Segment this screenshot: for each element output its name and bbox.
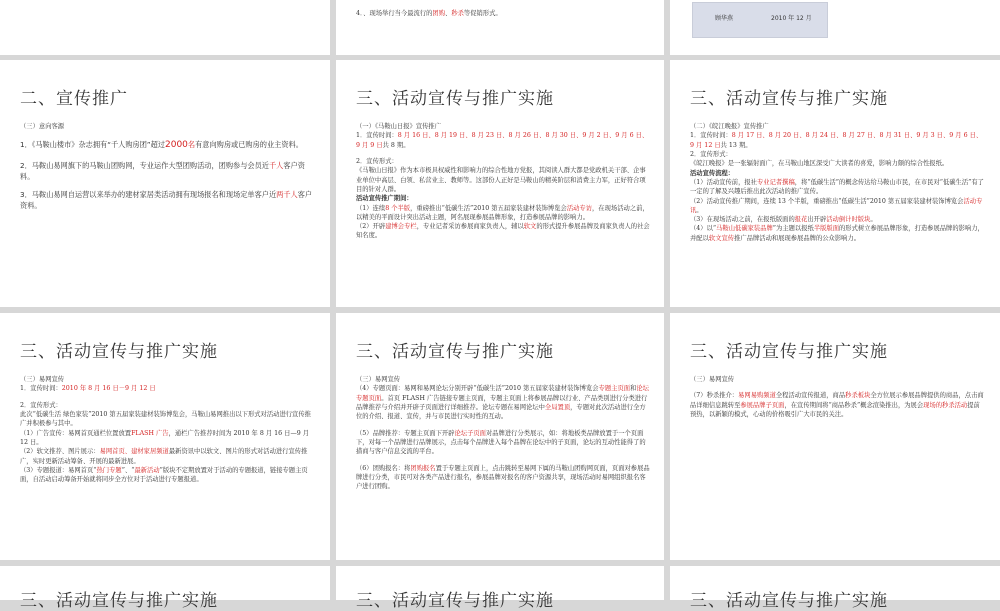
table-cell-left: 顾华燕 [715,15,734,22]
mini-table [692,2,828,38]
r: 现场的秒杀活动 [923,401,968,409]
label: 共 8 期。 [382,141,410,149]
r: 全局置顶 [544,403,571,411]
slide-d [0,313,330,560]
slide-title: 三、活动宣传与推广实施 [690,591,888,611]
t: ”为主题以报纸 [772,225,814,233]
slide-f [670,313,1000,560]
item-text: 2．马鞍山易网旗下的马鞍山团购网，专业运作大型团购活动，团购参与会员近 [20,160,269,170]
t: 。 [696,206,703,214]
list-item [20,160,316,182]
r: 热门专题 [96,466,122,474]
slide-bottom-left [0,566,330,611]
form-label: 2．宣传形式： [20,401,62,409]
slide-title: 三、活动宣传与推广实施 [356,342,554,362]
slide-body [690,375,986,419]
t: （3）专题报道：易网首页“ [20,466,97,474]
t: （4）专题页面：易网和易网论坛分别开辟“低碳生活”2010 第五届家装建材装饰博览会 [356,385,599,393]
r: 建博会专栏 [385,223,417,231]
form-text: 《皖江晚报》是一张辐射面广，在马鞍山地区深受广大读者的喜爱，影响力颇的综合性报纸。 [690,160,949,168]
r: 专业记者撰稿 [756,178,795,186]
section-heading: （三）意向客源 [20,123,65,130]
line-text: 等促销形式。 [463,10,502,17]
slide-e [336,313,664,560]
t: （4）以“ [690,225,717,233]
section-heading: （一）《马鞍山日报》宣传推广 [356,123,442,130]
stage-item [690,224,986,243]
t: 。首页 FLASH 广告链接专题主页面，专题主页面上将参展品牌以行业、产品类别进行分类进行品牌推荐与介绍并开辟子页面进行详细推荐。论坛专题在易网论坛中 [356,394,648,411]
t: 置于专题主页面上，点击跳转至易网下属的马鞍山团购网页面，页面对参展品牌进行分类，市民可对各类产品进行报名，参展品牌对报名的客户资源共享，现场活动时易网组织报名客户进行团购。 [356,464,650,491]
t: （2）开辟 [356,223,386,231]
r: 团购报名 [410,464,436,472]
r: 易网首页、建材家居频道 [99,448,169,456]
slide-c [670,60,1000,307]
slide-title: 三、活动宣传与推广实施 [356,89,554,109]
t: ，重磅推出“低碳生活”2010 第五届家装建材装饰博览会 [410,204,567,212]
t: （7）秒杀推介： [690,392,739,400]
time-line [20,384,316,393]
line-red: 秒杀 [451,10,464,17]
list-item [20,189,316,211]
form-label: 2．宣传形式： [356,157,398,165]
r: 8 个半版 [385,204,411,212]
r: 活动专讯 [690,197,983,214]
top-middle-line [356,8,502,17]
slide-a [0,60,330,307]
t: ，将“低碳生活”的概念传达给马鞍山市民，在市民对“低碳生活”有了一定的了解及兴趣后推出此次活动的推广宣传。 [690,178,984,196]
slide-top-middle [336,0,664,55]
section-heading: （三）易网宣传 [356,376,401,383]
item-text: 客户资料。 [20,160,305,181]
r: 马鞍山低碳家装品牌 [716,225,773,233]
t: 提前预热，以新颖的模式，心动的价格吸引广大市民的关注。 [690,401,980,418]
r: 专题主页面 [598,385,631,393]
label: 1．宣传时间： [356,132,398,140]
table-cell-right: 2010 年 12 月 [771,15,812,22]
r: 活动专访 [566,204,592,212]
t: 出开辟 [807,216,827,224]
slide-body [356,122,650,241]
t: ，在现场活动之前，以精美的平面设计突出活动主题，阿名展现参展品牌形象，打造参展品牌的影响力。 [356,204,649,221]
paragraph [356,384,650,421]
slide-top-right [670,0,1000,55]
item-text: 3．马鞍山易网自运营以来举办的建材家居类活动拥有现场报名和现场定单客户近 [20,190,277,199]
time-red: 8 月 16 日、8 月 19 日、8 月 23 日、8 月 26 日、8 月 30 日、9 月 2 日、9 月 6 日、9 月 9 日 [356,132,649,149]
stage-label: 活动宣传流程： [690,169,735,177]
t: （5）品牌推荐：专题主页面下开辟 [356,429,455,437]
slide-title: 三、活动宣传与推广实施 [356,591,554,611]
t: （2）活动宣传推广期间，连续 13 个半版，重磅推出“低碳生活”2010 第五届家装建材装饰博览会 [690,197,964,205]
r: FLASH 广告 [131,429,169,437]
slide-title: 三、活动宣传与推广实施 [20,342,218,362]
list-item [20,139,316,153]
time-line [690,131,986,150]
slide-title: 三、活动宣传与推广实施 [690,342,888,362]
slide-bottom-middle [336,566,664,611]
time-red: 8 月 17 日、8 月 20 日、8 月 24 日、8 月 27 日、8 月 31 日、9 月 3 日、9 月 6 日、9 月 12 日 [690,132,983,149]
t: ”、“ [121,466,135,474]
r: 活动倒计时版块 [826,216,871,224]
section-heading: （三）易网宣传 [20,376,65,383]
slide-title: 三、活动宣传与推广实施 [690,89,888,109]
stage-item [356,204,650,223]
stage-item [356,222,650,241]
time-red: 2010 年 8 月 16 日－9 月 12 日 [61,385,156,393]
r: 易网易购频道 [738,392,776,400]
r: 论坛子页面 [454,429,486,437]
line-text: 4．、现场举行当今最流行的 [356,10,433,17]
r: 秒杀板块 [845,392,871,400]
t: ，通栏广告推荐时间为 2010 年 8 月 16 日—9 月 12 日。 [20,429,310,446]
t: 和 [630,385,637,393]
form-text: 《马鞍山日报》作为本市极具权威性和影响力的综合性地方党报，其阅读人群大都是党政机关干部、企事业单位中高层、白领、私营业主、教师等。这部份人正好是马鞍山的精英阶层和消费主力军，正好符合项目的针对人群。 [356,167,646,193]
item-text: 1．《马鞍山楼市》杂志拥有“千人购房团”超过 [20,139,165,149]
line-red: 团购 [432,10,446,17]
t: 全程活动宣传报道，商品 [775,392,846,400]
stage-item [20,447,316,466]
r: 报花 [794,216,808,224]
label: 1．宣传时间： [690,132,732,140]
t: （3）在现场活动之前，在报纸版面的 [690,216,795,224]
t: （2）软文推荐、图片展示： [20,448,100,456]
slide-body [356,375,650,491]
item-red: 名 [187,139,196,149]
r: 论坛专题页面 [356,385,649,402]
t: 最新资讯中以软文、图片的形式对活动进行宣传推广，实时更新活动筹备、开展的最新进展。 [20,448,308,465]
t: ，专题对此次活动进行全方位的介绍、报道、宣传，并与市民进行实时性的互动。 [356,403,646,421]
line-sep: 、 [445,10,452,17]
t: （1）广告宣传：易网首页通栏位置放置 [20,429,132,437]
section-heading: （三）易网宣传 [690,376,735,383]
slide-title: 二、宣传推广 [20,89,128,109]
section-heading: （二）《皖江晚报》宣传推广 [690,123,769,130]
paragraph [690,391,986,419]
paragraph [356,464,650,492]
stage-item [20,429,316,448]
slide-body [20,122,316,211]
stage-item [20,466,316,485]
t: 的形式树立参展品牌形象，打造参展品牌的影响力，并配以 [690,225,984,242]
t: 全方位展示参展品牌提供的商品，点击商品详细信息跳转至 [690,392,984,409]
slide-body [20,375,316,484]
slide-title: 三、活动宣传与推广实施 [20,591,218,611]
item-red: 两千人 [276,190,298,199]
slide-b [336,60,664,307]
form-text: 此次“低碳生活 绿色家装”2010 第五届家装建材装饰博览会，马鞍山易网推出以下形式对活动进行宣传推广并积极参与其中。 [20,410,311,428]
form-label: 2．宣传形式： [690,150,732,158]
t: 推广品牌活动和展现参展品牌的公众影响力。 [734,234,861,242]
r: 最新活动 [134,466,160,474]
slide-top-left [0,0,330,55]
label: 共 13 期。 [720,141,752,149]
r: 参展品牌子页面 [740,401,785,409]
slide-bottom-right [670,566,1000,611]
t: 。 [870,216,877,224]
stage-item [690,215,986,224]
item-text: 有意向购房或已购房的业主资料。 [195,139,303,149]
stage-item [690,178,986,197]
item-text: 客户资料。 [20,190,313,211]
t: （6）团购报名：将 [356,464,411,472]
t: （1）连续 [356,204,386,212]
t: 的形式提升参展品牌及商家负责人的社会知名度。 [356,223,650,240]
time-line [356,131,650,150]
label: 1．宣传时间： [20,385,62,393]
r: 半版版面 [813,225,839,233]
item-red: 千人 [268,160,284,170]
t: ，在宣传期间将“商品秒杀”概念渲染推出，为展会 [784,401,924,409]
stage-label: 活动宣传推广期间： [356,195,413,203]
stage-item [690,197,986,216]
t: （1）活动宣传前，报社 [690,178,757,186]
r: 软文 [523,223,537,231]
t: 对品牌进行分类展示，如：将地板类品牌放置于一个页面下，对每一个品牌进行品牌展示，点击每个品牌进入每个品牌在论坛中的子页面，论坛的互动性能得了的措商与客户信息交流的平台。 [356,429,646,456]
item-red: 2000 [165,139,188,150]
t: ”版块不定期放置对于活动的专题报道，链接专题主页面，自活动启动筹备开始就将同步全方位对于活动进行专题报道。 [20,466,308,484]
paragraph [356,429,650,457]
t: ，专业记者采访参展商家负责人，辅以 [416,223,524,231]
slide-body [690,122,986,243]
r: 软文宣传 [708,234,735,242]
